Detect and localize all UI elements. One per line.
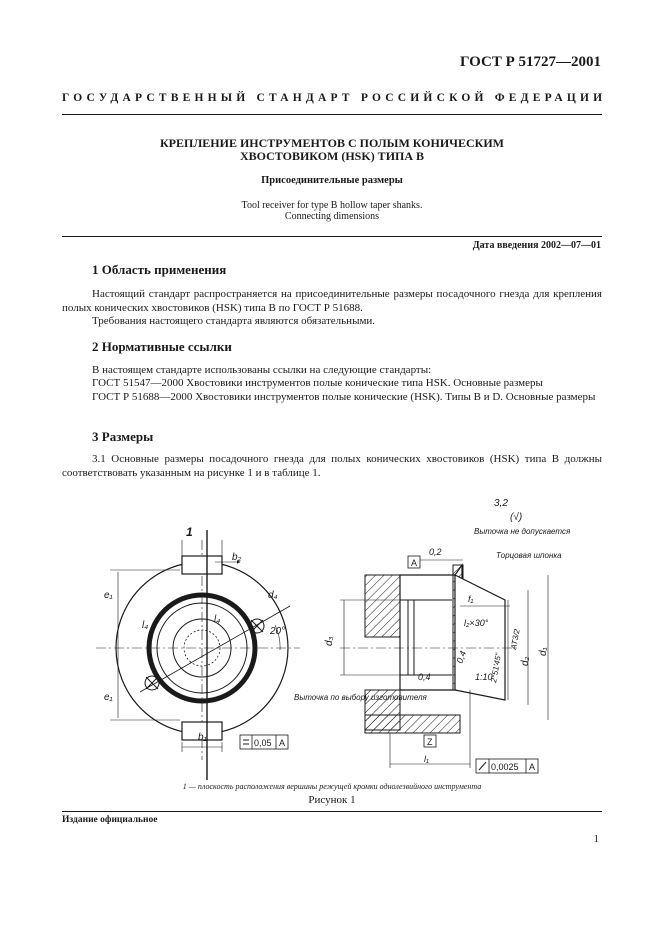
f1-label: f₁ — [468, 594, 474, 604]
section-1-paragraph-2: Требования настоящего стандарта являются обязательными. — [92, 315, 376, 327]
figure-label: Рисунок 1 — [308, 794, 356, 806]
section-1-heading: 1 Область применения — [92, 262, 227, 277]
e1-top-label: e₁ — [104, 590, 113, 601]
right-tolerance-value: 0,0025 — [491, 762, 519, 772]
undercut-note: Выточка не допускается — [474, 527, 571, 536]
figure-caption: 1 — плоскость расположения вершины режущей кромки однолезвийного инструмента — [182, 782, 482, 791]
section-2-reference-1: ГОСТ 51547—2000 Хвостовики инструментов полые конические типа HSK. Основные размеры — [92, 377, 543, 389]
d2-label: d₂ — [520, 656, 531, 666]
page-number: 1 — [593, 833, 599, 845]
title-line-1: КРЕПЛЕНИЕ ИНСТРУМЕНТОВ С ПОЛЫМ КОНИЧЕСКИМ — [159, 136, 505, 150]
section-2-heading: 2 Нормативные ссылки — [92, 339, 232, 354]
b1-label: b₁ — [198, 732, 207, 743]
bottom-rule — [62, 811, 602, 812]
face-key-note: Торцовая шпонка — [496, 551, 562, 560]
document-subtitle: Присоединительные размеры — [261, 175, 403, 186]
english-title-line-1: Tool receiver for type B hollow taper shanks. — [241, 200, 423, 211]
gost-number: ГОСТ Р 51727—2001 — [459, 54, 601, 70]
left-tolerance-frame — [240, 735, 288, 749]
left-datum: A — [279, 738, 286, 748]
introduction-date: Дата введения 2002—07—01 — [472, 240, 601, 251]
right-tolerance-frame — [476, 759, 538, 773]
taper-tolerance-label: AT3/2 — [509, 628, 522, 651]
rough-small-2: 0,4 — [454, 649, 469, 665]
chamfer-label: l₂×30° — [464, 618, 489, 628]
roughness-label: 3,2 — [494, 498, 508, 509]
section-2-paragraph-1: В настоящем стандарте использованы ссылки на следующие стандарты: — [92, 364, 432, 376]
angle-label: 20° — [270, 626, 286, 637]
l4-inner-label: l₄ — [214, 614, 221, 625]
d3-label: d₃ — [324, 636, 335, 646]
section-2-reference-2: ГОСТ Р 51688—2000 Хвостовики инструментов полые конические (HSK). Типы В и D. Основные размеры — [92, 391, 596, 403]
e1-bottom-label: e₁ — [104, 692, 113, 703]
datum-Z-box — [424, 735, 436, 747]
datum-A-box — [408, 556, 420, 568]
d4-label: d₄ — [268, 590, 278, 601]
english-title-line-2: Connecting dimensions — [284, 211, 380, 222]
l4-label: l₄ — [142, 620, 149, 631]
top-key-slot — [182, 556, 222, 574]
ratio-label: 1:10 — [475, 672, 493, 682]
plane-ref-label: 1 — [186, 525, 193, 539]
l1-label: l₁ — [424, 754, 429, 764]
taper-degree-label: 2°51'45" — [489, 652, 504, 684]
title-line-2: ХВОСТОВИКОМ (HSK) ТИПА В — [239, 149, 425, 163]
groove-note: Выточка по выбору изготовителя — [294, 693, 427, 702]
gap-label: 0,2 — [429, 547, 442, 557]
datum-Z-label: Z — [427, 737, 433, 747]
b2-label: b₂ — [232, 552, 242, 563]
section-1-paragraph-1: Настоящий стандарт распространяется на присоединительные размеры посадочного гнезда для крепления полых конических хвостовиков (HSK) типа В по ГОСТ Р 51688. — [62, 288, 602, 314]
d1-label: d₁ — [538, 647, 549, 656]
section-view — [340, 560, 548, 768]
section-3-heading: 3 Размеры — [92, 429, 154, 444]
right-datum: A — [529, 762, 536, 772]
official-edition: Издание официальное — [62, 815, 158, 825]
datum-A-label: A — [411, 558, 418, 568]
state-standard-header: ГОСУДАРСТВЕННЫЙ СТАНДАРТ РОССИЙСКОЙ ФЕДЕРАЦИИ — [62, 92, 607, 104]
rough-small-1: 0,4 — [418, 672, 431, 682]
left-tolerance-value: 0,05 — [254, 738, 272, 748]
roughness-paren-label: (√) — [510, 512, 523, 523]
section-3-paragraph-1: 3.1 Основные размеры посадочного гнезда для полых конических хвостовиков (HSK) типа В должны соответствовать указанным на рисунке 1 и в таблице 1. — [62, 453, 602, 479]
